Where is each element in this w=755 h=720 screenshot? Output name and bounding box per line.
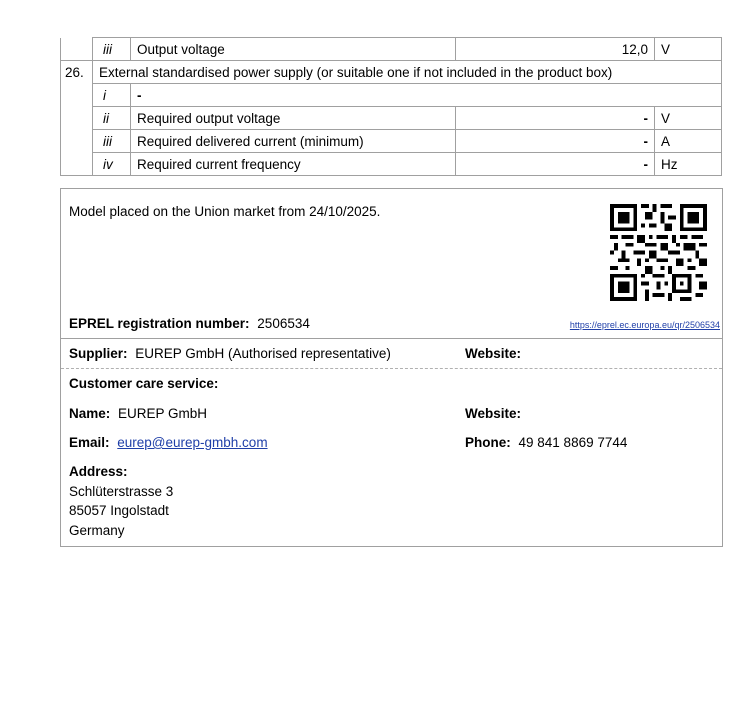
eprel-number: 2506534 [257, 316, 310, 331]
supplier-label: Supplier: [69, 346, 128, 361]
row-label: Required delivered current (minimum) [131, 130, 456, 153]
name-label: Name: [69, 406, 111, 421]
eprel-registration [69, 316, 310, 331]
phone-row [465, 435, 627, 450]
table-row [61, 107, 722, 130]
row-label: Required output voltage [131, 107, 456, 130]
name-value: EUREP GmbH [118, 406, 208, 421]
address-line: 85057 Ingolstadt [69, 503, 169, 518]
row-label: - [131, 84, 722, 107]
table-row [61, 153, 722, 176]
qr-code-icon [610, 204, 707, 301]
name-row [69, 406, 207, 421]
email-label: Email: [69, 435, 110, 450]
row-number: 26. [61, 61, 93, 84]
customer-care-heading: Customer care service: [69, 376, 219, 391]
phone-value: 49 841 8869 7744 [518, 435, 628, 450]
spec-table [60, 37, 722, 176]
website-label-2: Website: [465, 406, 522, 421]
divider [61, 338, 722, 339]
row-index: ii [93, 107, 131, 130]
row-label: Required current frequency [131, 153, 456, 176]
row-index: iii [93, 130, 131, 153]
row-unit: V [655, 107, 722, 130]
row-number [61, 38, 93, 61]
email-row [69, 435, 268, 450]
row-value: - [456, 130, 655, 153]
row-index: iii [93, 38, 131, 61]
row-value: 12,0 [456, 38, 655, 61]
model-placed-text: Model placed on the Union market from 24/10/2025. [69, 204, 381, 219]
row-label: Output voltage [131, 38, 456, 61]
address-line: Germany [69, 523, 125, 538]
row-number [61, 107, 93, 130]
divider [61, 368, 722, 369]
eprel-label: EPREL registration number: [69, 316, 250, 331]
row-section-title: External standardised power supply (or suitable one if not included in the product box) [93, 61, 722, 84]
row-index: iv [93, 153, 131, 176]
email-link[interactable]: eurep@eurep-gmbh.com [117, 435, 268, 450]
row-value: - [456, 153, 655, 176]
row-number [61, 153, 93, 176]
supplier-value: EUREP GmbH (Authorised representative) [135, 346, 391, 361]
table-row [61, 61, 722, 84]
row-unit: Hz [655, 153, 722, 176]
phone-label: Phone: [465, 435, 511, 450]
row-number [61, 84, 93, 107]
row-number [61, 130, 93, 153]
table-row [61, 130, 722, 153]
address-label: Address: [69, 464, 128, 479]
row-unit: V [655, 38, 722, 61]
table-row [61, 84, 722, 107]
row-value: - [456, 107, 655, 130]
eprel-url-link[interactable]: https://eprel.ec.europa.eu/qr/2506534 [569, 320, 720, 330]
supplier-info-box [60, 188, 723, 547]
table-row [61, 38, 722, 61]
address-line: Schlüterstrasse 3 [69, 484, 174, 499]
website-label: Website: [465, 346, 522, 361]
supplier-row [69, 346, 391, 361]
row-unit: A [655, 130, 722, 153]
row-index: i [93, 84, 131, 107]
